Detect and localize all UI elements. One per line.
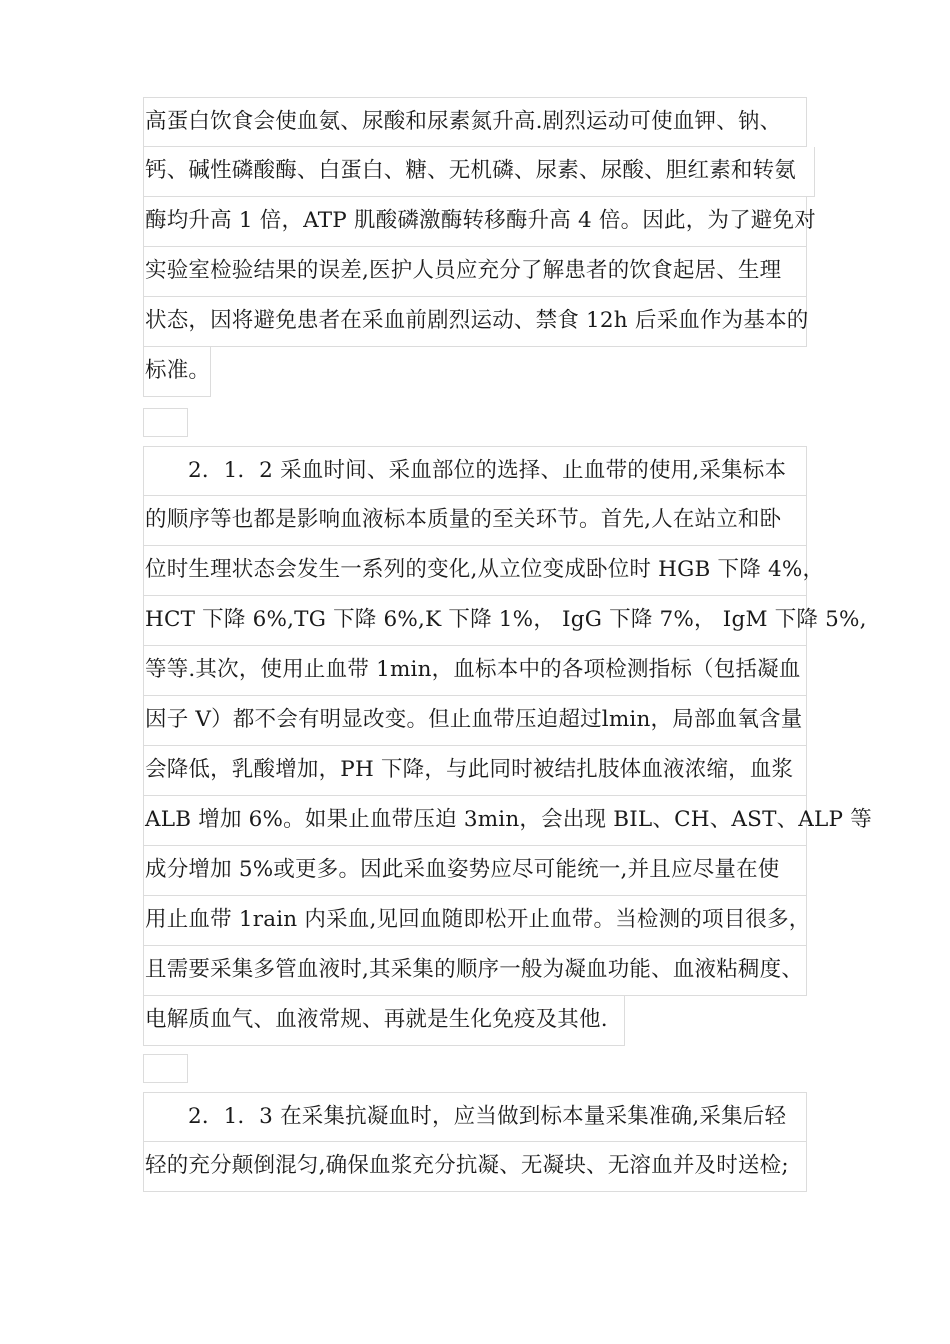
text-line: 钙、碱性磷酸酶、白蛋白、糖、无机磷、尿素、尿酸、胆红素和转氨 xyxy=(143,147,815,197)
paragraph-2 xyxy=(143,446,872,1046)
text-line: 酶均升高 1 倍，ATP 肌酸磷激酶转移酶升高 4 倍。因此，为了避免对 xyxy=(143,197,807,247)
text-line: 等等.其次，使用止血带 1min，血标本中的各项检测指标（包括凝血 xyxy=(143,646,807,696)
empty-line-box xyxy=(143,408,188,437)
text-line: 2．1．3 在采集抗凝血时，应当做到标本量采集准确,采集后轻 xyxy=(143,1092,807,1142)
text-line: 2．1．2 采血时间、采血部位的选择、止血带的使用,采集标本 xyxy=(143,446,807,496)
text-line: 轻的充分颠倒混匀,确保血浆充分抗凝、无凝块、无溶血并及时送检; xyxy=(143,1142,807,1192)
text-line: 因子 V）都不会有明显改变。但止血带压迫超过lmin，局部血氧含量 xyxy=(143,696,807,746)
text-line: 电解质血气、血液常规、再就是生化免疫及其他. xyxy=(143,996,625,1046)
text-line: 高蛋白饮食会使血氨、尿酸和尿素氮升高.剧烈运动可使血钾、钠、 xyxy=(143,97,807,147)
text-line: 用止血带 1rain 内采血,见回血随即松开止血带。当检测的项目很多， xyxy=(143,896,807,946)
text-line: 会降低，乳酸增加，PH 下降，与此同时被结扎肢体血液浓缩，血浆 xyxy=(143,746,807,796)
text-line: HCT 下降 6%,TG 下降 6%,K 下降 1%， IgG 下降 7%， IgM 下降 5%, xyxy=(143,596,807,646)
text-line: 的顺序等也都是影响血液标本质量的至关环节。首先,人在站立和卧 xyxy=(143,496,807,546)
paragraph-3 xyxy=(143,1092,807,1192)
text-line: ALB 增加 6%。如果止血带压迫 3min，会出现 BIL、CH、AST、ALP 等 xyxy=(143,796,807,846)
paragraph-1 xyxy=(143,97,815,397)
text-line: 成分增加 5%或更多。因此采血姿势应尽可能统一,并且应尽量在使 xyxy=(143,846,807,896)
text-line: 实验室检验结果的误差,医护人员应充分了解患者的饮食起居、生理 xyxy=(143,247,807,297)
empty-line-box xyxy=(143,1054,188,1083)
text-line: 状态，因将避免患者在采血前剧烈运动、禁食 12h 后采血作为基本的 xyxy=(143,297,807,347)
text-line: 位时生理状态会发生一系列的变化,从立位变成卧位时 HGB 下降 4%， xyxy=(143,546,807,596)
text-line: 标准。 xyxy=(143,347,211,397)
text-line: 且需要采集多管血液时,其采集的顺序一般为凝血功能、血液粘稠度、 xyxy=(143,946,807,996)
